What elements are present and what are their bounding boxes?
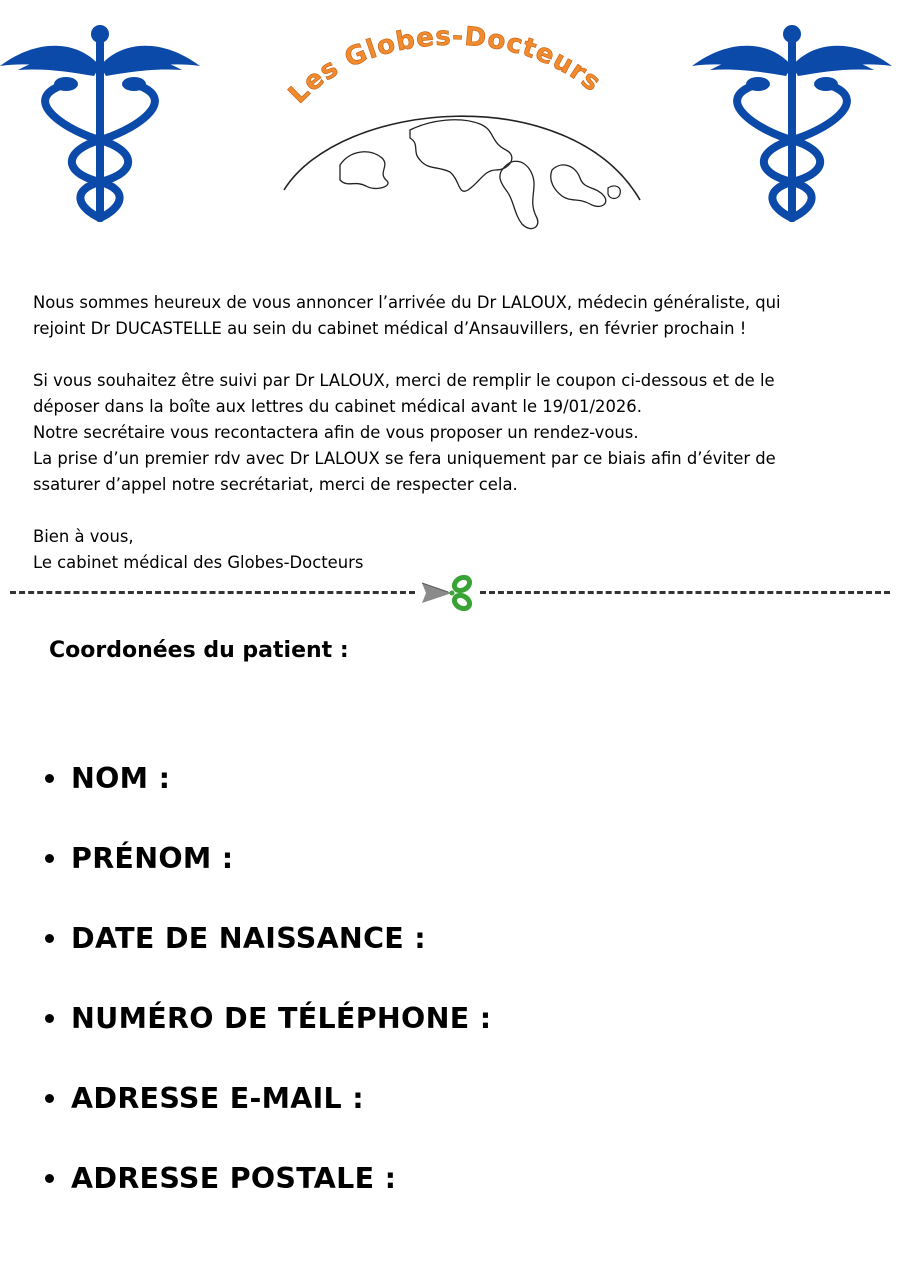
field-label: PRÉNOM :	[71, 841, 234, 875]
field-label: ADRESSE E-MAIL :	[71, 1081, 364, 1115]
letter-line: Notre secrétaire vous recontactera afin de vous proposer un rendez-vous.	[33, 423, 639, 442]
bullet-icon	[45, 774, 54, 783]
letter-line: Si vous souhaitez être suivi par Dr LALOUX, merci de remplir le coupon ci-dessous et de le	[33, 371, 775, 390]
letter-line: La prise d’un premier rdv avec Dr LALOUX se fera uniquement par ce biais afin d’éviter de	[33, 449, 776, 468]
field-label: NOM :	[71, 761, 171, 795]
field-label: NUMÉRO DE TÉLÉPHONE :	[71, 1001, 492, 1035]
letter-paragraph-2	[33, 368, 893, 498]
cut-dash-left	[10, 591, 415, 594]
patient-fields-list	[40, 738, 491, 1218]
field-nom	[40, 738, 491, 818]
field-adresse-postale	[40, 1138, 491, 1218]
letter-line: ssaturer d’appel notre secrétariat, merci de respecter cela.	[33, 475, 518, 494]
bullet-icon	[45, 1014, 54, 1023]
field-telephone	[40, 978, 491, 1058]
bullet-icon	[45, 1174, 54, 1183]
bullet-icon	[45, 1094, 54, 1103]
letter-closing	[33, 524, 893, 576]
caduceus-icon-right	[692, 22, 892, 224]
caduceus-icon-left	[0, 22, 200, 224]
scissors-icon	[418, 575, 478, 611]
bullet-icon	[45, 934, 54, 943]
closing-greeting: Bien à vous,	[33, 527, 134, 546]
letter-line: déposer dans la boîte aux lettres du cabinet médical avant le 19/01/2026.	[33, 397, 642, 416]
letter-body	[33, 290, 893, 576]
field-email	[40, 1058, 491, 1138]
bullet-icon	[45, 854, 54, 863]
letter-line: Nous sommes heureux de vous annoncer l’arrivée du Dr LALOUX, médecin généraliste, qui	[33, 293, 781, 312]
cut-line	[10, 575, 890, 611]
cut-dash-right	[480, 591, 890, 594]
letter-paragraph-1	[33, 290, 893, 342]
field-label: DATE DE NAISSANCE :	[71, 921, 426, 955]
closing-signature: Le cabinet médical des Globes-Docteurs	[33, 553, 364, 572]
form-title: Coordonées du patient :	[49, 638, 349, 663]
field-prenom	[40, 818, 491, 898]
logo-text: Les Globes-Docteurs	[283, 21, 607, 110]
field-label: ADRESSE POSTALE :	[71, 1161, 397, 1195]
field-date-de-naissance	[40, 898, 491, 978]
letter-line: rejoint Dr DUCASTELLE au sein du cabinet médical d’Ansauvillers, en février prochain !	[33, 319, 747, 338]
globes-docteurs-logo	[270, 20, 660, 240]
